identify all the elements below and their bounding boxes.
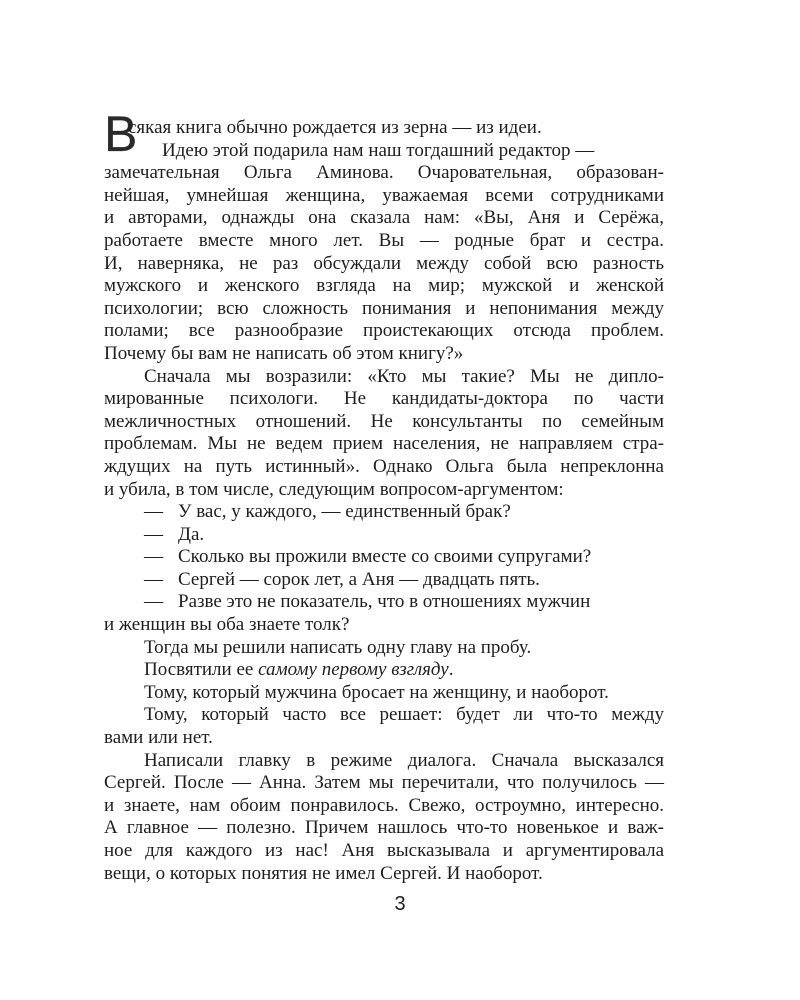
text-line: межличностных отношений. Не консультанты по семейным	[104, 410, 664, 432]
text-line: Идею этой подарила нам наш тогдашний редактор —	[162, 139, 595, 161]
text-line: сякая книга обычно рождается из зерна — из идеи.	[128, 117, 542, 138]
dialogue-dash: —	[144, 591, 163, 613]
text-line: и убила, в том числе, следующим вопросом-аргументом:	[104, 478, 564, 500]
dialogue-dash: —	[144, 501, 163, 523]
dialogue-dash: —	[144, 546, 163, 568]
text-line: мужского и женского взгляда на мир; мужской и женской	[104, 275, 664, 297]
dialogue-text: Сколько вы прожили вместе со своими супругами?	[178, 546, 592, 568]
text-fragment: Посвятили ее	[144, 659, 254, 681]
text-line: проблемам. Мы не ведем прием населения, не направляем стра-	[104, 433, 664, 455]
dialogue-text: Сергей — сорок лет, а Аня — двадцать пять.	[178, 568, 540, 590]
text-line: и знаете, нам обоим понравилось. Свежо, остроумно, интересно.	[104, 794, 664, 816]
text-fragment: .	[448, 659, 454, 681]
text-line: И, наверняка, не раз обсуждали между собой всю разность	[104, 252, 664, 274]
text-line: психологии; всю сложность понимания и непонимания между	[104, 297, 664, 319]
dialogue-line	[104, 524, 664, 547]
text-line: вами или нет.	[104, 727, 213, 749]
dialogue-line	[104, 501, 664, 524]
text-line: Написали главку в режиме диалога. Сначала высказался	[144, 749, 664, 771]
text-line: полами; все разнообразие проистекающих отсюда проблем.	[104, 320, 664, 342]
body-text	[104, 117, 664, 885]
text-line: Тогда мы решили написать одну главу на пробу.	[144, 636, 532, 658]
dialogue-dash: —	[144, 523, 163, 545]
dialogue-text: Разве это не показатель, что в отношениях мужчин	[178, 591, 591, 613]
text-line: Сначала мы возразили: «Кто мы такие? Мы не дипло-	[144, 365, 664, 387]
dialogue-dash: —	[144, 568, 163, 590]
dialogue-line	[104, 591, 664, 614]
text-line: и авторами, однажды она сказала нам: «Вы, Аня и Серёжа,	[104, 207, 664, 229]
text-line: нейшая, умнейшая женщина, уважаемая всеми сотрудниками	[104, 184, 664, 206]
text-line: Тому, который часто все решает: будет ли что-то между	[144, 704, 664, 726]
text-line: работаете вместе много лет. Вы — родные брат и сестра.	[104, 229, 664, 251]
text-line: и женщин вы оба знаете толк?	[104, 614, 350, 636]
italic-phrase: самому первому взгляду	[258, 659, 449, 681]
text-line	[104, 659, 664, 682]
dialogue-line	[104, 546, 664, 569]
page-number: 3	[394, 893, 406, 915]
dialogue-line	[104, 569, 664, 592]
dialogue-text: У вас, у каждого, — единственный брак?	[178, 501, 511, 523]
text-line: ждущих на путь истинный». Однако Ольга была непреклонна	[104, 455, 664, 477]
text-line: мированные психологи. Не кандидаты-доктора по части	[104, 388, 664, 410]
drop-cap: В	[104, 106, 138, 162]
text-line: Почему бы вам не написать об этом книгу?»	[104, 342, 464, 364]
text-line: замечательная Ольга Аминова. Очаровательная, образован-	[104, 162, 664, 184]
text-line: А главное — полезно. Причем нашлось что-то новенькое и важ-	[104, 817, 664, 839]
text-line: Тому, который мужчина бросает на женщину, и наоборот.	[144, 681, 609, 703]
dialogue-text: Да.	[178, 523, 205, 545]
text-line: Сергей. После — Анна. Затем мы перечитали, что получилось —	[104, 772, 664, 794]
text-line: вещи, о которых понятия не имел Сергей. И наоборот.	[104, 862, 543, 884]
text-line: ное для каждого из нас! Аня высказывала и аргументировала	[104, 840, 664, 861]
